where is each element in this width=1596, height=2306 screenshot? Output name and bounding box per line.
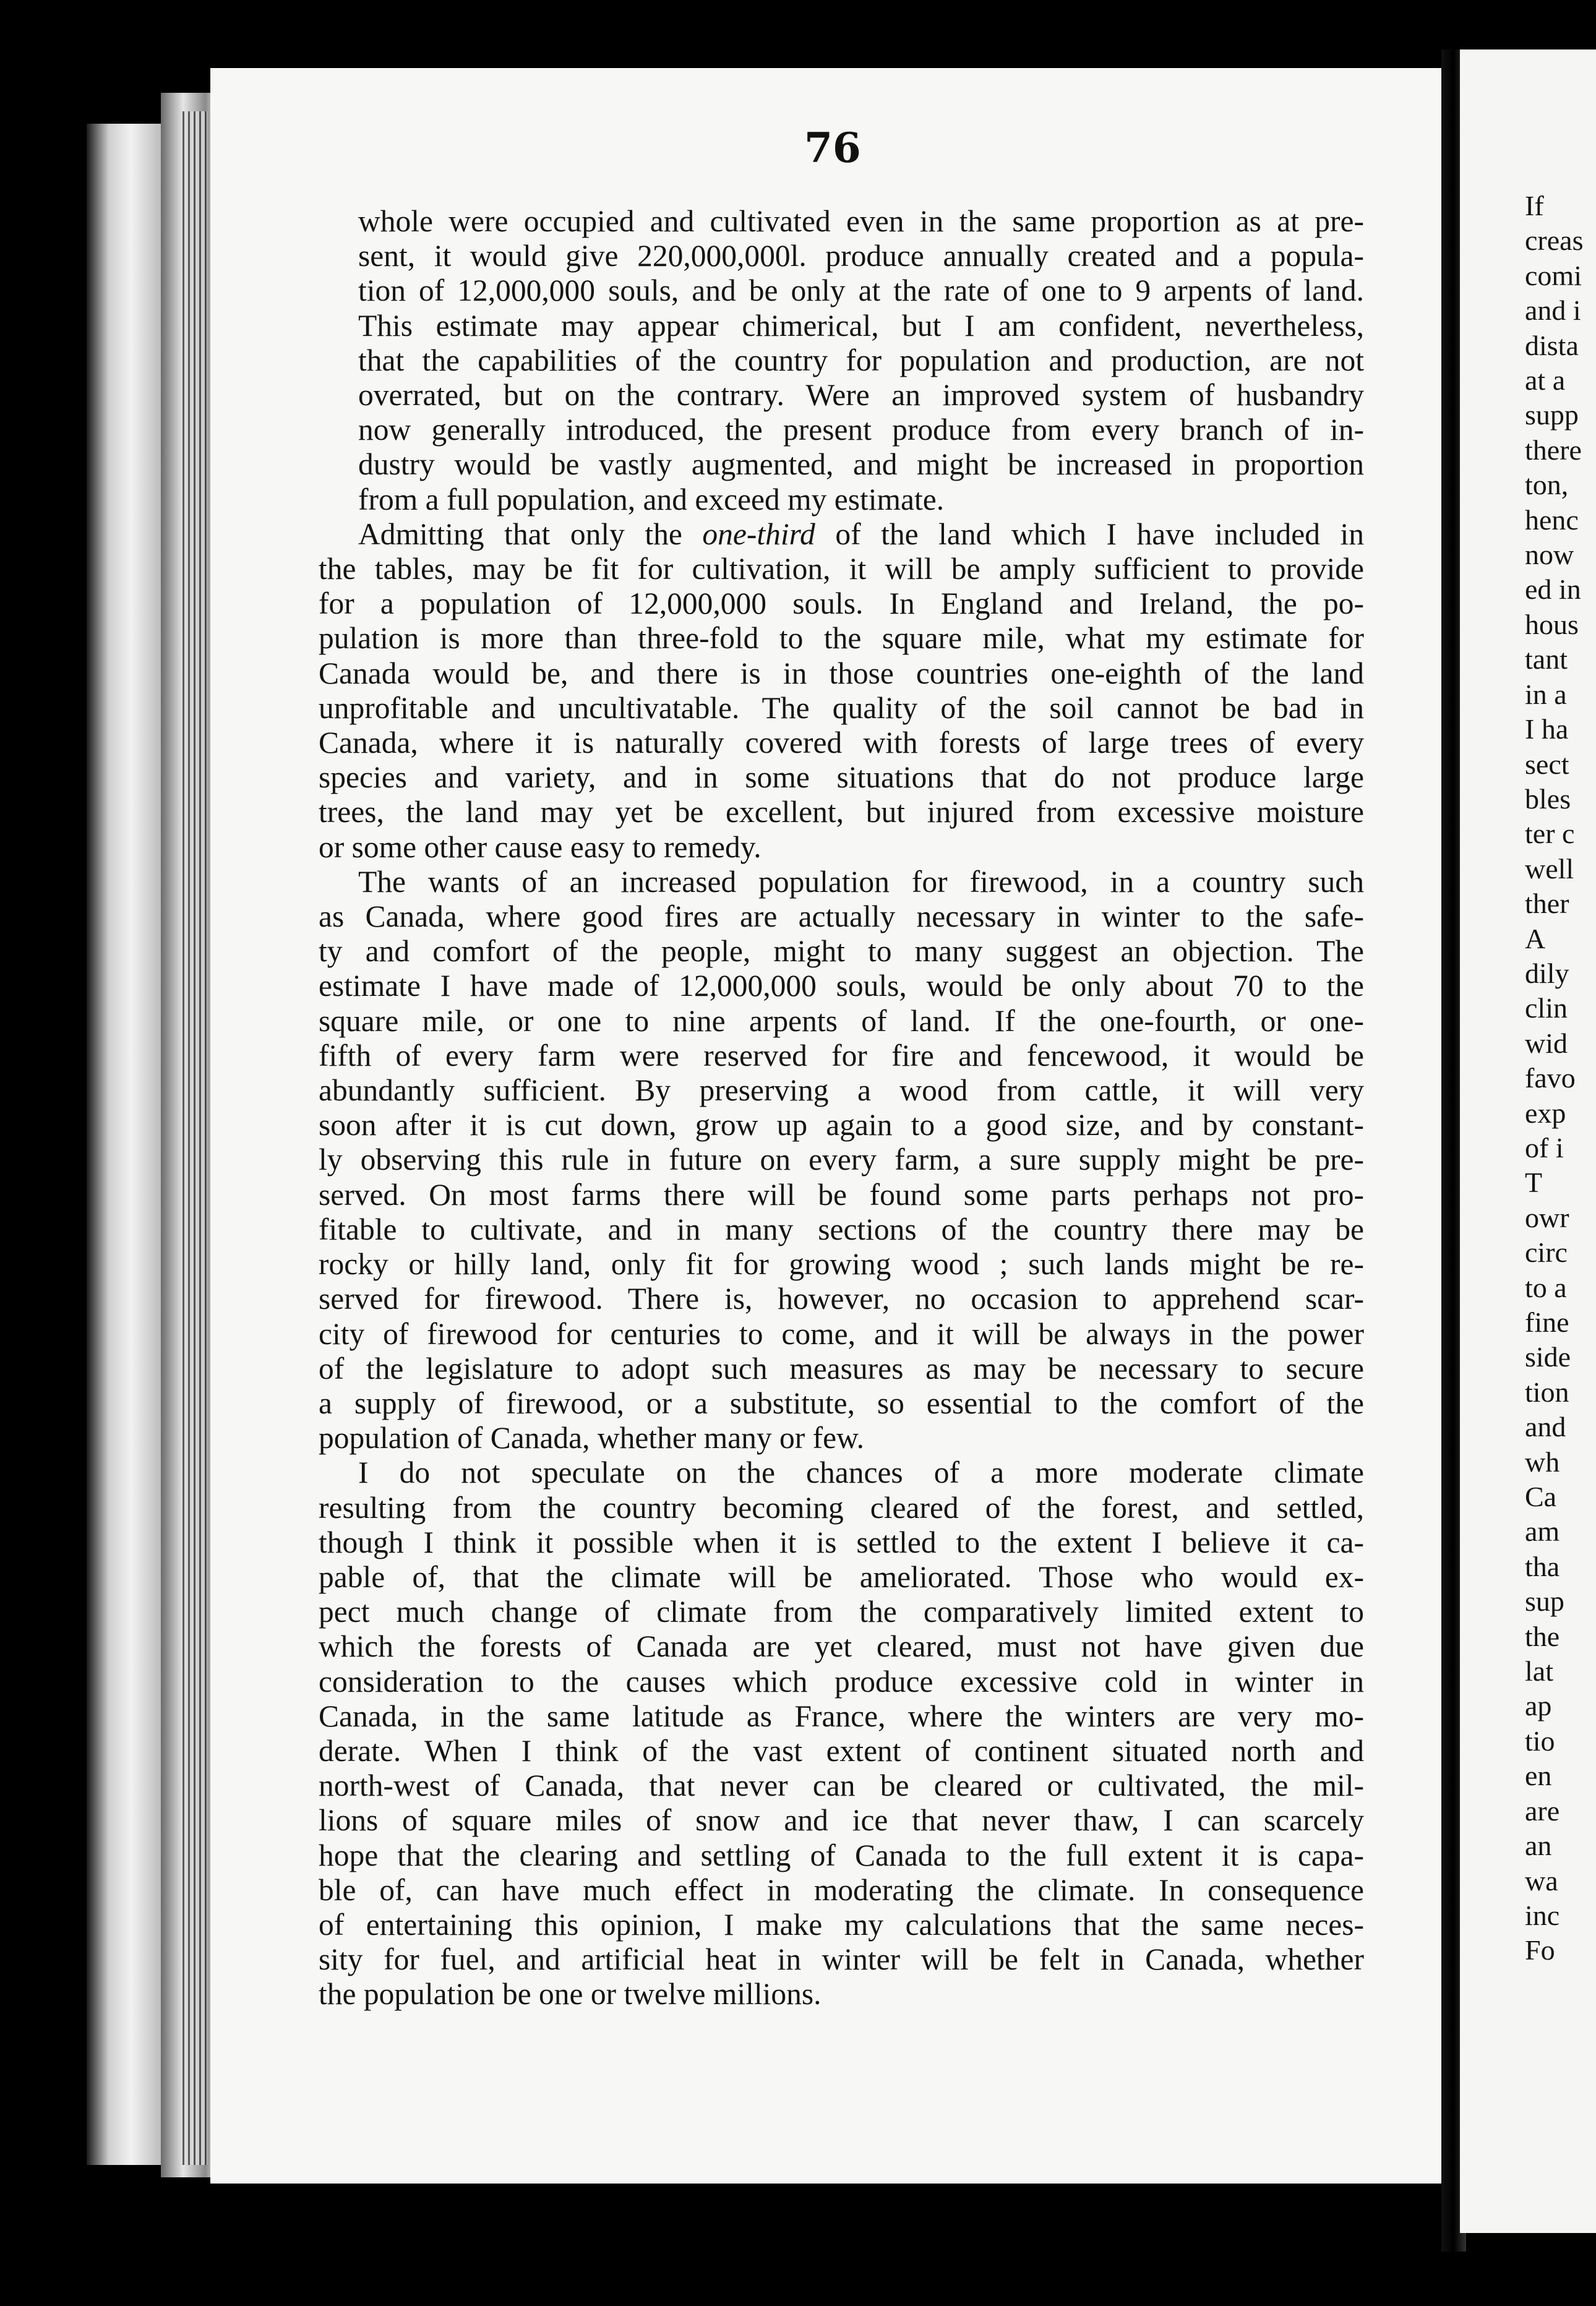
text-line: from a full population, and exceed my estimate.	[358, 482, 945, 516]
facing-page-fragment: wh	[1525, 1446, 1560, 1478]
text-line: resulting from the country becoming cleared of the forest, and settled,	[319, 1490, 1364, 1525]
facing-page-fragment: favo	[1525, 1062, 1576, 1094]
text-line: Canada, where it is naturally covered with forests of large trees of every	[319, 726, 1364, 760]
facing-page-fragment: bles	[1525, 782, 1571, 815]
facing-page-fragment: lat	[1525, 1655, 1553, 1687]
paragraph-1	[319, 204, 1364, 517]
facing-page-fragment: comi	[1525, 259, 1582, 291]
facing-page-fragment: wa	[1525, 1864, 1558, 1897]
paragraph-3	[319, 865, 1364, 1455]
text-line: population of Canada, whether many or few.	[319, 1421, 865, 1455]
facing-page-fragment: creas	[1525, 225, 1584, 257]
facing-page-fragment: clin	[1525, 992, 1568, 1024]
text-line: tion of 12,000,000 souls, and be only at the rate of one to 9 arpents of land.	[358, 273, 1364, 308]
text-line: species and variety, and in some situations that do not produce large	[319, 760, 1364, 795]
text-line: dustry would be vastly augmented, and might be increased in proportion	[358, 447, 1364, 482]
text-line: served for firewood. There is, however, no occasion to apprehend scar-	[319, 1282, 1364, 1316]
text-line: Canada, in the same latitude as France, where the winters are very mo-	[319, 1699, 1364, 1733]
text-line: as Canada, where good fires are actually necessary in winter to the safe-	[319, 899, 1364, 934]
text-line: estimate I have made of 12,000,000 souls, would be only about 70 to the	[319, 969, 1364, 1003]
text-fragment: Admitting that only the	[358, 516, 703, 551]
text-line: fitable to cultivate, and in many sections of the country there may be	[319, 1212, 1364, 1246]
facing-page-fragment: now	[1525, 539, 1574, 571]
facing-page-fragment: at a	[1525, 364, 1566, 396]
text-line: The wants of an increased population for firewood, in a country such	[358, 864, 1364, 899]
text-line: lions of square miles of snow and ice that never thaw, I can scarcely	[319, 1803, 1364, 1838]
text-line: city of firewood for centuries to come, and it will be always in the power	[319, 1316, 1364, 1351]
facing-page-fragment: Ca	[1525, 1481, 1557, 1513]
facing-page-fragment: well	[1525, 852, 1574, 885]
facing-page-fragment: ther	[1525, 888, 1569, 920]
facing-page-fragment: supp	[1525, 399, 1579, 431]
facing-page-fragment: ap	[1525, 1690, 1552, 1722]
text-line: unprofitable and uncultivatable. The quality of the soil cannot be bad in	[319, 690, 1364, 725]
text-line: the tables, may be fit for cultivation, it will be amply sufficient to provide	[319, 552, 1364, 586]
text-line: derate. When I think of the vast extent of continent situated north and	[319, 1733, 1364, 1768]
facing-page-fragment: exp	[1525, 1097, 1566, 1129]
text-line: Canada would be, and there is in those countries one-eighth of the land	[319, 656, 1364, 690]
text-line: of the legislature to adopt such measures as may be necessary to secure	[319, 1351, 1364, 1386]
text-line: abundantly sufficient. By preserving a wood from cattle, it will very	[319, 1073, 1364, 1108]
text-line: ty and comfort of the people, might to many suggest an objection. The	[319, 934, 1364, 969]
text-line: ble of, can have much effect in moderating the climate. In consequence	[319, 1872, 1364, 1907]
text-line: of entertaining this opinion, I make my calculations that the same neces-	[319, 1907, 1364, 1942]
page-body	[319, 204, 1364, 2012]
text-line: sity for fuel, and artificial heat in winter will be felt in Canada, whether	[319, 1942, 1364, 1977]
facing-page-fragment: ed in	[1525, 573, 1581, 606]
facing-page-fragment: wid	[1525, 1027, 1568, 1059]
facing-page-fragment: inc	[1525, 1899, 1560, 1931]
text-line: pable of, that the climate will be ameliorated. Those who would ex-	[319, 1559, 1364, 1594]
facing-page-fragment: tion	[1525, 1376, 1569, 1408]
paragraph-4	[319, 1455, 1364, 2012]
facing-page-fragment: hous	[1525, 608, 1579, 640]
facing-page-fragment: owr	[1525, 1201, 1569, 1233]
facing-page-text	[1525, 189, 1596, 1968]
facing-page-fragment: ton,	[1525, 469, 1569, 501]
facing-page-fragment: T	[1525, 1167, 1543, 1199]
text-line: consideration to the causes which produce excessive cold in winter in	[319, 1664, 1364, 1699]
text-line: trees, the land may yet be excellent, but injured from excessive moisture	[319, 795, 1364, 829]
text-line: sent, it would give 220,000,000l. produce annually created and a popula-	[358, 239, 1364, 273]
text-line: or some other cause easy to remedy.	[319, 829, 762, 864]
facing-page-fragment: Fo	[1525, 1934, 1555, 1966]
facing-page-fragment: ter c	[1525, 818, 1575, 850]
facing-page-fragment: dista	[1525, 329, 1579, 361]
text-line: served. On most farms there will be found some parts perhaps not pro-	[319, 1177, 1364, 1212]
text-line: pulation is more than three-fold to the square mile, what my estimate for	[319, 621, 1364, 656]
facing-page-fragment: to a	[1525, 1271, 1567, 1303]
text-line: a supply of firewood, or a substitute, so essential to the comfort of the	[319, 1386, 1364, 1420]
facing-page-fragment: the	[1525, 1620, 1560, 1652]
facing-page-fragment: dily	[1525, 957, 1569, 989]
facing-page-fragment: sup	[1525, 1585, 1564, 1618]
text-fragment: of the land which I have included in	[815, 516, 1364, 551]
text-line: whole were occupied and cultivated even in the same proportion as at pre-	[358, 204, 1364, 238]
text-line: soon after it is cut down, grow up again to a good size, and by constant-	[319, 1108, 1364, 1142]
facing-page-fragment: and	[1525, 1411, 1566, 1443]
facing-page-fragment: fine	[1525, 1306, 1569, 1338]
text-line: square mile, or one to nine arpents of land. If the one-fourth, or one-	[319, 1003, 1364, 1038]
text-line: hope that the clearing and settling of Canada to the full extent it is capa-	[319, 1838, 1364, 1872]
text-line: pect much change of climate from the comparatively limited extent to	[319, 1595, 1364, 1629]
facing-page-fragment: tha	[1525, 1550, 1560, 1582]
italic-phrase: one-third	[702, 516, 815, 551]
text-line: though I think it possible when it is settled to the extent I believe it ca-	[319, 1525, 1364, 1559]
facing-page-fragment: an	[1525, 1830, 1552, 1862]
facing-page-fragment: I ha	[1525, 713, 1569, 745]
facing-page-fragment: side	[1525, 1341, 1571, 1373]
text-line: rocky or hilly land, only fit for growing wood ; such lands might be re-	[319, 1247, 1364, 1282]
book-binding-edge	[87, 124, 161, 2165]
page-edge-lines	[182, 111, 207, 2165]
text-line: the population be one or twelve millions.	[319, 1977, 822, 2012]
text-line: fifth of every farm were reserved for fire and fencewood, it would be	[319, 1038, 1364, 1073]
text-line: This estimate may appear chimerical, but I am confident, nevertheless,	[358, 308, 1364, 343]
facing-page-fragment: sect	[1525, 748, 1569, 780]
facing-page-fragment: of i	[1525, 1131, 1564, 1164]
text-line	[319, 517, 1364, 552]
facing-page-fragment: am	[1525, 1515, 1560, 1548]
facing-page-fragment: circ	[1525, 1237, 1568, 1269]
facing-page-fragment: en	[1525, 1760, 1552, 1792]
facing-page-fragment: are	[1525, 1794, 1560, 1827]
facing-page-fragment: there	[1525, 434, 1582, 466]
facing-page-fragment: tant	[1525, 643, 1568, 675]
facing-page-fragment: If	[1525, 190, 1544, 221]
text-line: for a population of 12,000,000 souls. In England and Ireland, the po-	[319, 586, 1364, 621]
facing-page-fragment: and i	[1525, 294, 1581, 327]
text-line: I do not speculate on the chances of a more moderate climate	[358, 1455, 1364, 1490]
facing-page-fragment: tio	[1525, 1725, 1555, 1757]
paragraph-2	[319, 517, 1364, 865]
facing-page-fragment: henc	[1525, 504, 1579, 536]
page-number: 76	[804, 124, 861, 172]
text-line: that the capabilities of the country for population and production, are not	[358, 343, 1364, 377]
facing-page-fragment: A	[1525, 922, 1546, 954]
text-line: now generally introduced, the present produce from every branch of in-	[358, 413, 1364, 447]
facing-page-fragment: in a	[1525, 678, 1567, 710]
text-line: north-west of Canada, that never can be cleared or cultivated, the mil-	[319, 1768, 1364, 1803]
text-line: overrated, but on the contrary. Were an improved system of husbandry	[358, 378, 1364, 413]
text-line: which the forests of Canada are yet cleared, must not have given due	[319, 1629, 1364, 1664]
text-line: ly observing this rule in future on every farm, a sure supply might be pre-	[319, 1142, 1364, 1177]
